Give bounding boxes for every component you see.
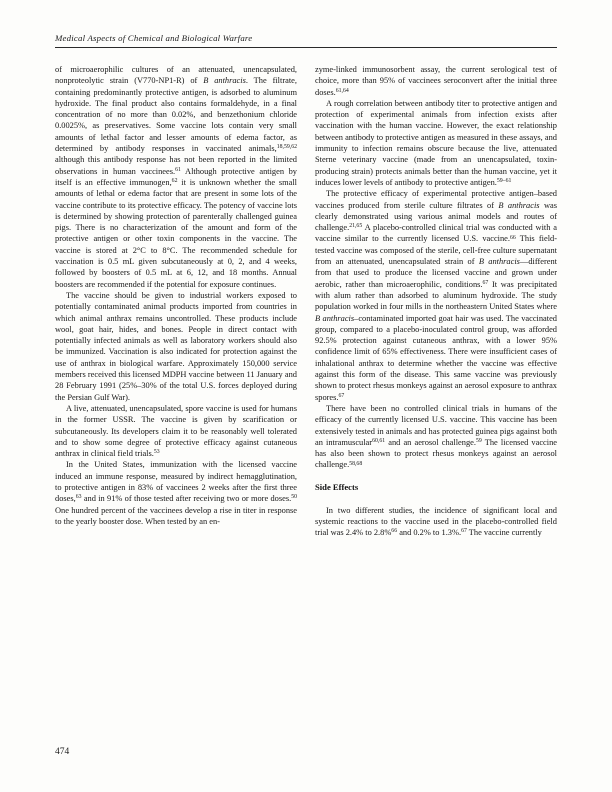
body-paragraph: The vaccine should be given to industrial workers exposed to potentially contaminated animal products imported from countries in which animal anthrax remains uncontrolled. These products include wool, goat hair, hides, and bones. People in direct contact with potentially infected animals as well as laboratory workers should also be immunized. Vaccination is also indicated for protection against the use of anthrax in biological warfare. Approximately 150,000 service members received this licensed MDPH vaccine between 11 January and 28 February 1991 (25%–30% of the total U.S. forces deployed during the Persian Gulf War).: [55, 290, 297, 402]
body-paragraph: A live, attenuated, unencapsulated, spore vaccine is used for humans in the former USSR. The vaccine is given by scarification or subcutaneously. Its developers claim it to be reasonably well tolerated and to show some degree of protective efficacy against cutaneous anthrax in clinical field trials.$^{53}$: [55, 403, 297, 459]
left-column: [55, 64, 297, 746]
header-rule: [55, 47, 557, 48]
right-column: [315, 64, 557, 746]
body-paragraph: of microaerophilic cultures of an attenuated, unencapsulated, nonproteolytic strain (V770-NP1-R) of B anthracis. The filtrate, containing predominantly protective antigen, is adsorbed to aluminum hydroxide. The final product also contains formaldehyde, in a final concentration of no more than 0.02%, and benzethonium chloride 0.0025%, as preservatives. Some vaccine lots contain very small amounts of lethal factor and lesser amounts of edema factor, as determined by antibody responses in vaccinated animals,$^{18,59,62}$ although this antibody response has not been reported in the limited observations in human vaccinees.$^{61}$ Although protective antigen by itself is an effective immunogen,$^{62}$ it is unknown whether the small amounts of lethal or edema factor that are present in some lots of the vaccine contribute to its protective efficacy. The potency of vaccine lots is determined by showing protection of parenterally challenged guinea pigs. There is no characterization of the amount and form of the protective antigen or other toxin components in the vaccine. The vaccine is stored at 2°C to 8°C. The recommended schedule for vaccination is 0.5 mL given subcutaneously at 0, 2, and 4 weeks, followed by boosters of 0.5 mL at 6, 12, and 18 months. Annual boosters are recommended if the potential for exposure continues.: [55, 65, 297, 289]
body-paragraph: A rough correlation between antibody titer to protective antigen and protection of experimental animals from infection exists after vaccination with the human vaccine. However, the exact relationship between antibody to protective antigen as measured in these assays, and immunity to infection remains obscure because the live, attenuated Sterne veterinary vaccine (made from an unencapsulated, toxin-producing strain) protects animals better than the human vaccine, yet it induces lower levels of antibody to protective antigen.$^{59-61}$: [315, 98, 557, 187]
body-paragraph: The protective efficacy of experimental protective antigen–based vaccines produced from sterile culture filtrates of B anthracis was clearly demonstrated using various animal models and routes of challenge.$^{21,65}$ A placebo-controlled clinical trial was conducted with a vaccine similar to the currently licensed U.S. vaccine.$^{66}$ This field-tested vaccine was composed of the sterile, cell-free culture supernatant from an attenuated, unencapsulated strain of B anthracis—different from that used to produce the licensed vaccine and grown under aerobic, rather than microaerophilic, conditions.$^{67}$ It was precipitated with alum rather than adsorbed to aluminum hydroxide. The study population worked in four mills in the northeastern United States where B anthracis–contaminated imported goat hair was used. The vaccinated group, compared to a placebo-inoculated control group, was afforded 92.5% protection against cutaneous anthrax, with a lower 95% confidence limit of 65% effectiveness. There were insufficient cases of inhalational anthrax to determine whether the vaccine was effective against this form of the disease. This same vaccine was previously shown to protect rhesus monkeys against an aerosol exposure to anthrax spores.$^{67}$: [315, 189, 557, 402]
page-body: [55, 64, 557, 746]
section-heading: Side Effects: [315, 481, 359, 492]
body-paragraph: zyme-linked immunosorbent assay, the current serological test of choice, more than 95% of vaccinees seroconvert after the initial three doses.$^{61,64}$: [315, 65, 557, 97]
body-paragraph: There have been no controlled clinical trials in humans of the efficacy of the currently licensed U.S. vaccine. This vaccine has been extensively tested in animals and has protected guinea pigs against both an intramuscular$^{60,61}$ and an aerosol challenge.$^{59}$ The licensed vaccine has also been shown to protect rhesus monkeys against an aerosol challenge.$^{58,68}$: [315, 403, 557, 470]
body-paragraph: In the United States, immunization with the licensed vaccine induced an immune response, measured by indirect hemagglutination, to protective antigen in 83% of vaccinees 2 weeks after the first three doses,$^{63}$ and in 91% of those tested after receiving two or more doses.$^{50}$ One hundred percent of the vaccinees develop a rise in titer in response to the yearly booster dose. When tested by an en-: [55, 460, 297, 526]
body-paragraph: In two different studies, the incidence of significant local and systemic reactions to the vaccine used in the placebo-controlled field trial was 2.4% to 2.8%$^{66}$ and 0.2% to 1.3%.$^{67}$ The vaccine currently: [315, 505, 557, 538]
running-head: Medical Aspects of Chemical and Biological Warfare: [55, 33, 253, 43]
page-number: 474: [55, 747, 70, 757]
